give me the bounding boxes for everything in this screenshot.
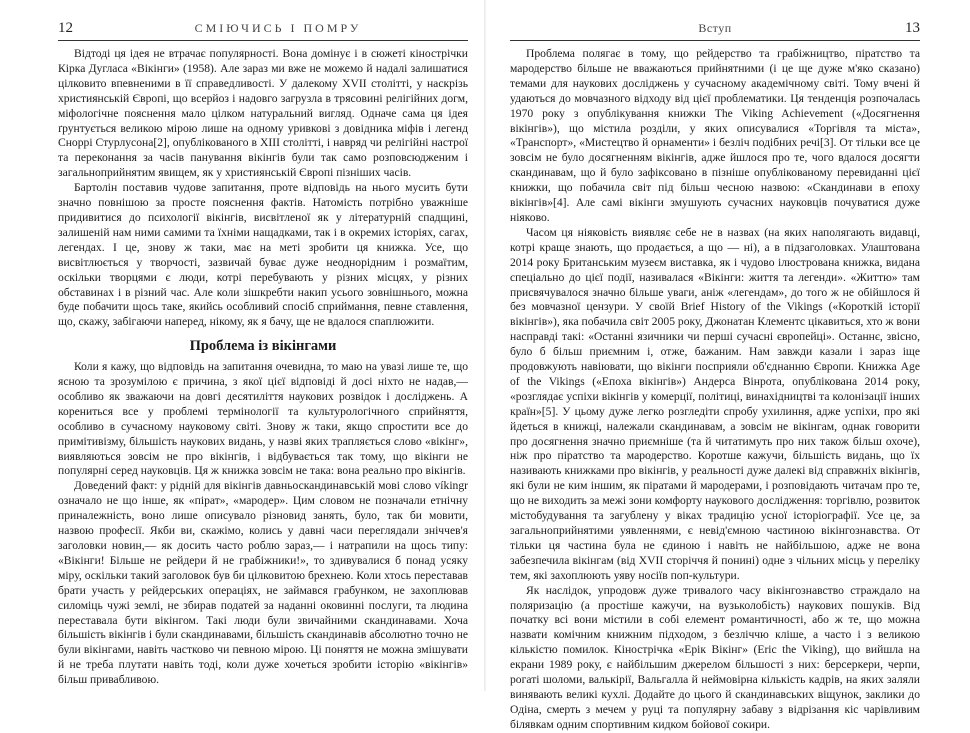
right-page-header [510, 0, 920, 41]
right-page [510, 0, 920, 731]
left-page-body [58, 47, 468, 688]
paragraph: Проблема полягає в тому, що рейдерство та грабіжництво, піратство та мародерство більше не вважаються прийнятними (і це ще дуже м'яко сказано) темами для наукових досліджень у сучасному академічному світі. Тому вчені й удаються до мовчазного відходу від цієї проблематики. Ця тенденція розпочалась 1970 року з опублікування книжки The Viking Achievement («Досягнення вікінгів»), що містила розділи, у яких описувалися «Торгівля та міста», «Транспорт», «Мистецтво й орнаменти» і безліч подібних речі[3]. От тільки все це зовсім не було досягненням вікінгів, адже йшлося про те, чого вдалося досягти скандинавам, що й було зафіксовано в пізніше опублікованому перевиданні цієї книжки, що побачила світ під більш чесною назвою: «Скандинави в епоху вікінгів»[4]. Але самі вікінги змушують сучасних науковців почуватися дуже ніяково. [510, 47, 920, 224]
running-title-left: СМІЮЧИСЬ І ПОМРУ [194, 21, 362, 35]
paragraph: Бартолін поставив чудове запитання, проте відповідь на нього мусить бути значно повнішою за просте пояснення фактів. Натомість потрібно уважніше придивитися до психології вікінгів, висвітленої як у літературній спадщині, залишеній нам ними самими та їхніми нащадками, так і в окремих історіях, сагах, легендах. І це, знову ж таки, має на меті зробити ця книжка. Усе, що висвітлюється у творчості, зазвичай буває дуже неоднорідним і розмаїтим, оскільки творцями є люди, котрі перебувають у різних місцях, у різних обставинах і в різний час. Але коли зішкребти накип усього зовнішнього, можна буде побачити щось таке, якийсь особливий спосіб сприймання, певне ставлення, що, скажу, забігаючи наперед, нікому, як я бачу, ще не вдалося спаплюжити. [58, 181, 468, 329]
left-page-header [58, 0, 468, 41]
paragraph: Коли я кажу, що відповідь на запитання очевидна, то маю на увазі лише те, що ясною та зрозумілою є причина, з якої цієї відповіді й досі ніхто не надав,— особливо як зважаючи на довгі десятиліття наукових розвідок і досліджень. А корениться все у проблемі термінології та культурологічного сприйняття, особливо в сучасному науковому світі. Знову ж таки, якщо спростити все до примітивізму, більшість наукових видань, у назві яких трапляється слово «вікінг», виявляються зовсім не про вікінгів, і відбувається так тому, що вікінги не популярні серед науковців. Ця ж книжка зовсім не така: вона реально про вікінгів. [58, 360, 468, 478]
paragraph: Як наслідок, упродовж дуже тривалого часу вікінгознавство страждало на поляризацію (а простіше кажучи, на вузьколобість) наукових пошуків. Від початку всі вони містили в собі елемент романтичності, або ж те, що можна назвати комічним книжним підходом, з безліччю кліше, а часто і з великою кількістю помилок. Кінострічка «Ерік Вікінг» (Eric the Viking), що вийшла на екрани 1989 року, є найбільшим джерелом більшості з них: берсеркери, черпи, рогаті шоломи, валькірії, Вальгалла й неймовірна кількість кадрів, на яких заляли винявають великі кухлі. Додайте до цього й скандинавських віщунок, заклики до Одіна, смерть з мечем у руці та популярну забаву з відрізання кіс чарівливим білявкам одним спортивним кидком бойової сокири. [510, 583, 920, 731]
left-page [58, 0, 468, 691]
book-gutter [484, 0, 486, 691]
paragraph: Часом ця ніяковість виявляє себе не в назвах (на яких наполягають видавці, котрі краще знають, що продається, а що — ні), а в підзаголовках. Улаштована 2014 року Британським музеєм виставка, як і чудово ілюстрована книжка, видана спеціально до цієї події, називалася «Вікінги: життя та легенди». «Життю» там присвячувалося значно більше уваги, аніж «легендам», до того ж не обійшлося й без мовчазної цензури. У своїй Brief History of the Vikings («Короткій історії вікінгів»), яка побачила світ 2005 року, Джонатан Клементс цікавиться, хто ж вони насправді такі: «Останні язичники чи перші сучасні європейці». Останнє, звісно, було б більш приємним і, отже, бажаним. Нам завжди казали і зараз іще продовжують навіювати, що вікінги посприяли об'єднанню Європи. Книжка Age of the Vikings («Епоха вікінгів») Андерса Вінрота, опублікована 2014 року, «розглядає успіхи вікінгів у комерції, політиці, винахідництві та колонізації інших країн»[5]. У цьому дуже легко розгледіти спробу ухилиння, адже успіхи, про які йдеться в книжці, належали скандинавам, а зовсім не вікінгам, однак говорити про досягнення значно приємніше (та й читатимуть про них також більш охоче), ніж про піратство та мародерство. Коротше кажучи, більшість видань, що їх називають книжками про вікінгів, у реальності дуже далекі від справжніх вікінгів, які були не ким іншим, як піратами й мародерами, і розповідають читачам про те, що не виходить за межі зони комфорту наукового дослідження: торгівлю, розвиток містобудування та загублену у віках традицію усної історіографії. Усе це, за загальноприйнятими уявленнями, є невід'ємною частиною вікінгознавства. От тільки ця частина була не єдиною і навіть не найбільшою, адже не вона забезпечила вікінгам (від XVII сторіччя й понині) одне з чільних місць у переліку тем, які захоплюють уяву носіїв поп-культури. [510, 225, 920, 582]
paragraph: Доведений факт: у рідній для вікінгів давньоскандинавській мові слово víkingr означало не що інше, як «пірат», «мародер». Цим словом не позначали етнічну приналежність, воно лише описувало різновид занять, було, так би мовити, назвою професії. Якби ви, скажімо, колись у давні часи переглядали зніччев'я заголовки новин,— як досить часто роблю зараз,— і натрапили на щось типу: «Вікінги! Більше не рейдери й не грабіжники!», то здивувалися б понад усяку міру, оскільки такий заголовок був би цілковитою брехнею. Коли хтось переставав брати участь у рейдерських операціях, не займався грабунком, не захоплював силоміць чужі землі, не збирав податей за наданні оковинні послуги, та людина переставала бути вікінгом. Такі люди були звичайними скандинавами. Хоча більшість вікінгів і були скандинавами, більшість скандинавів абсолютно точно не були вікінгами, навіть частково чи певною мірою. Ці поняття не можна змішувати й не треба плутати навіть тоді, коли дуже хочеться зробити історію «вікінгів» більш привабливою. [58, 479, 468, 687]
running-title-right: Вступ [698, 21, 732, 35]
page-number-left: 12 [58, 20, 73, 36]
section-heading: Проблема із вікінгами [189, 338, 337, 355]
right-page-body [510, 47, 920, 733]
paragraph: Відтоді ця ідея не втрачає популярності. Вона домінує і в сюжеті кінострічки Кірка Дугласа «Вікінги» (1958). Але зараз ми вже не можемо й надалі залишатися цілковито впевненими в її справедливості. У далекому XVII столітті, у наскрізь християнській Європі, що всерйоз і надовго загрузла в трясовині релігійних догм, міфологічне пояснення мало цілком натуральний вигляд. Одначе сама ця ідея ґрунтується великою мірою лише на одному уривкові з довідника міфів і легенд Сноррі Стурлусона[2], опублікованого в XIII столітті, і навряд чи релігійні настрої та переконання за часів панування вікінгів були так само розповсюдженим і загальноприйнятим явищем, як у християнській Європі пізніших часів. [58, 47, 468, 180]
page-number-right: 13 [905, 20, 920, 36]
